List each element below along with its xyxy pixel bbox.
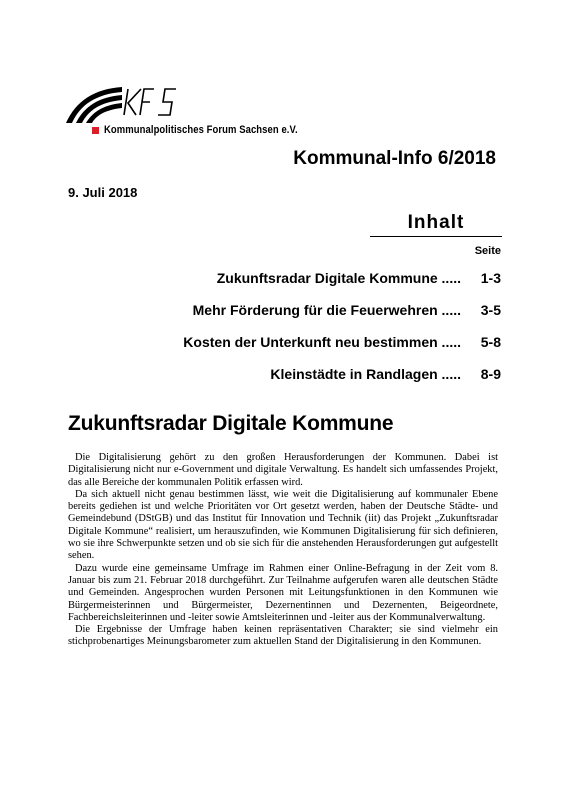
toc-item-title: Kleinstädte in Randlagen ..... — [270, 366, 461, 382]
issue-title: Kommunal-Info 6/2018 — [293, 148, 496, 169]
toc-item[interactable] — [71, 334, 501, 366]
toc-item[interactable] — [71, 270, 501, 302]
issue-date: 9. Juli 2018 — [68, 185, 138, 200]
org-square-icon — [92, 127, 99, 134]
org-row — [92, 124, 329, 136]
kfs-logo — [64, 83, 184, 127]
toc-item[interactable] — [71, 366, 501, 398]
toc-item[interactable] — [71, 302, 501, 334]
toc-item-pages: 3-5 — [480, 302, 501, 318]
article-title: Zukunftsradar Digitale Kommune — [68, 412, 394, 435]
article-paragraph: Dazu wurde eine gemeinsame Umfrage im Rahmen einer Online-Befragung in der Zeit vom 8. Januar bis zum 21. Februar 2018 durchgeführt. Zur Teilnahme aufgerufen waren alle deutschen Städte und Gemeinden. Angesprochen wurden Personen mit Leitungsfunktionen in den Kommunen wie Bürgermeisterinnen und Bürgermeister, Dezernentinnen und Dezernenten, Beigeordnete, Fachbereichsleiterinnen und -leiter sowie Amtsleiterinnen und -leiter aus der Kommunalverwaltung. — [68, 562, 498, 623]
toc-item-pages: 1-3 — [480, 270, 501, 286]
article-paragraph: Die Digitalisierung gehört zu den großen Herausforderungen der Kommunen. Dabei ist Digitalisierung nicht nur e-Government und digitale Verwaltung. Es handelt sich umfassendes Projekt, das alle Bereiche der kommunalen Politik erfassen wird. — [68, 452, 498, 488]
toc-item-title: Kosten der Unterkunft neu bestimmen ..... — [183, 334, 461, 350]
toc-page-label: Seite — [474, 245, 501, 257]
toc-list — [71, 270, 501, 398]
logo-letters — [124, 89, 176, 115]
article-body — [68, 452, 498, 649]
toc-item-pages: 5-8 — [480, 334, 501, 350]
article-paragraph: Die Ergebnisse der Umfrage haben keinen repräsentativen Charakter; sie sind vielmehr ein stichprobenartiges Meinungsbarometer zum aktuellen Stand der Digitalisierung in den Kommunen. — [68, 624, 498, 648]
article-paragraph: Da sich aktuell nicht genau bestimmen lässt, wie weit die Digitalisierung auf kommunaler Ebene bereits gediehen ist und welche Prioritäten vor Ort gesetzt werden, haben der Deutsche Städte- und Gemeindebund (DStGB) und das Institut für Innovation und Technik (iit) das Projekt „Zukunftsradar Digitale Kommune“ realisiert, um herauszufinden, wie Kommunen Digitalisierung für sich definieren, wo sie ihre Schwerpunkte setzen und ob sie sich für die anstehenden Herausforderungen gut aufgestellt sehen. — [68, 488, 498, 562]
toc-item-title: Mehr Förderung für die Feuerwehren ..... — [192, 302, 461, 318]
org-name: Kommunalpolitisches Forum Sachsen e.V. — [104, 124, 298, 136]
toc-item-title: Zukunftsradar Digitale Kommune ..... — [216, 270, 461, 286]
toc-heading: Inhalt — [370, 212, 502, 237]
toc-item-pages: 8-9 — [480, 366, 501, 382]
